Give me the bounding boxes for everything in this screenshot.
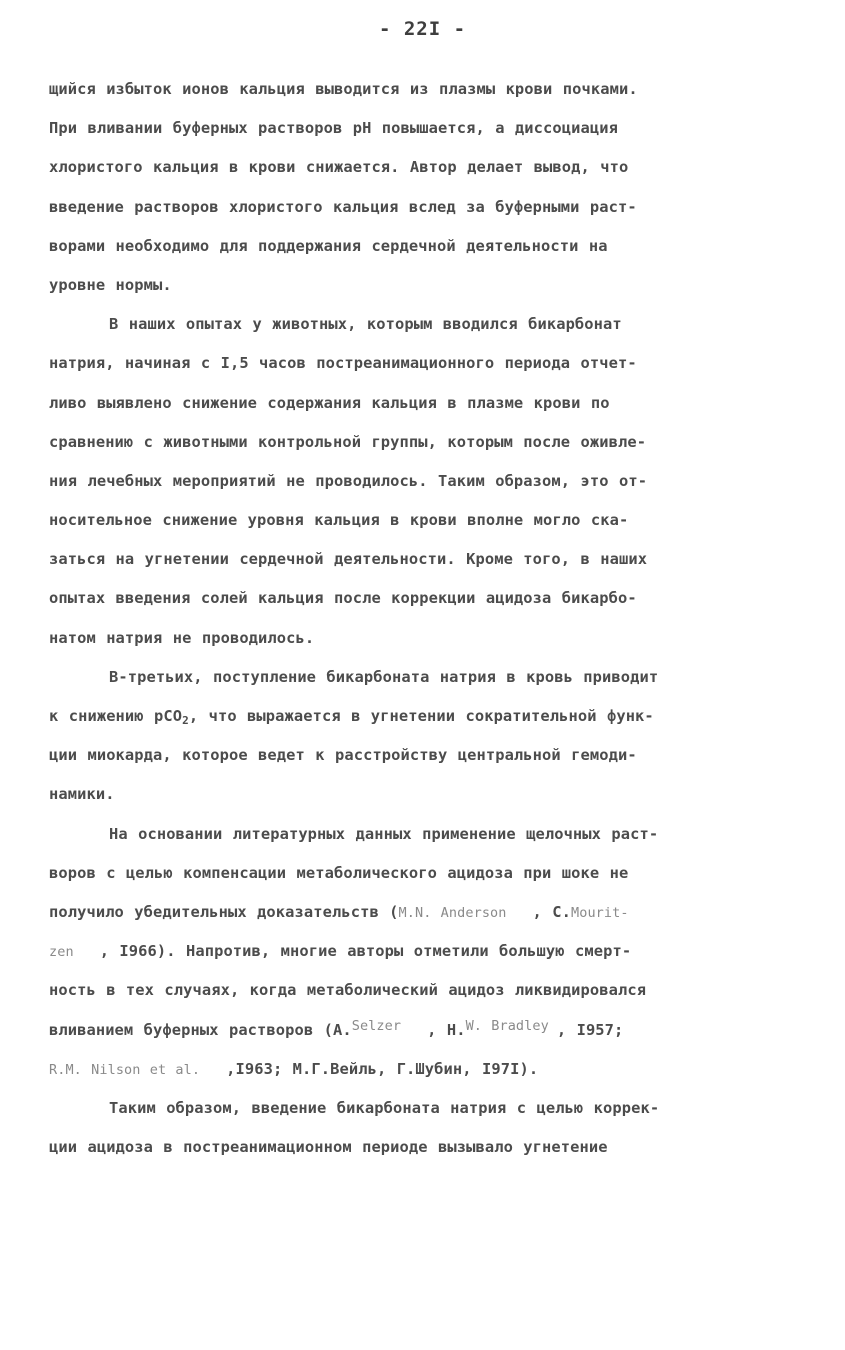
text-line: [49, 1050, 789, 1089]
subscript: 2: [182, 714, 189, 727]
text-line: ливо выявлено снижение содержания кальция в плазме крови по: [49, 393, 610, 412]
author-name: zen: [49, 944, 74, 961]
text-line: сравнению с животными контрольной группы, которым после оживле-: [49, 432, 647, 451]
text-line: При вливании буферных растворов рН повышается, а диссоциация: [49, 119, 618, 138]
text-line: хлористого кальция в крови снижается. Автор делает вывод, что: [49, 158, 629, 177]
text-line: воров с целью компенсации метаболического ацидоза при шоке не: [49, 863, 629, 882]
text-line: натом натрия не проводилось.: [49, 628, 315, 647]
text-line: В-третьих, поступление бикарбоната натрия в кровь приводит: [109, 667, 659, 686]
text-line: [49, 932, 789, 971]
text-line: [49, 893, 789, 932]
text-line: ность в тех случаях, когда метаболический ацидоз ликвидировался: [49, 981, 647, 1000]
author-name: Selzer: [351, 1017, 402, 1034]
text-line: Таким образом, введение бикарбоната натрия с целью коррек-: [109, 1098, 660, 1117]
text-line: В наших опытах у животных, которым вводился бикарбонат: [109, 315, 622, 334]
text-line: натрия, начиная с I,5 часов постреанимационного периода отчет-: [49, 354, 637, 373]
text-fragment: к снижению pCO: [49, 707, 183, 725]
text-fragment: , C.: [532, 902, 571, 921]
text-fragment: , I966). Напротив, многие авторы отметили большую смерт-: [99, 942, 632, 961]
author-name: R.M. Nilson et al.: [49, 1061, 201, 1078]
text-fragment: , H.: [427, 1020, 466, 1039]
text-line: На основании литературных данных применение щелочных раст-: [109, 824, 659, 843]
text-line: носительное снижение уровня кальция в крови вполне могло ска-: [49, 511, 629, 530]
text-fragment: , I957;: [556, 1020, 624, 1039]
text-fragment: вливанием буферных растворов (A.: [49, 1020, 352, 1039]
text-line: ния лечебных мероприятий не проводилось. Таким образом, это от-: [49, 471, 648, 490]
text-fragment: получило убедительных доказательств (: [49, 902, 399, 921]
body-text: [49, 70, 789, 1167]
text-fragment: ,I963; М.Г.Вейль, Г.Шубин, I97I).: [226, 1059, 539, 1078]
author-name: W. Bradley: [465, 1017, 549, 1034]
text-line: щийся избыток ионов кальция выводится из плазмы крови почками.: [49, 80, 638, 98]
text-line: введение растворов хлористого кальция вслед за буферными раст-: [49, 197, 637, 216]
text-line: [49, 1011, 789, 1050]
text-line: уровне нормы.: [49, 275, 172, 294]
author-name: Mourit-: [570, 904, 629, 921]
text-line: намики.: [49, 785, 115, 804]
page-number: - 22I -: [378, 18, 467, 40]
text-line: [49, 697, 789, 736]
text-line: ции ацидоза в постреанимационном периоде вызывало угнетение: [49, 1138, 608, 1157]
text-line: заться на угнетении сердечной деятельности. Кроме того, в наших: [49, 550, 648, 569]
text-fragment: , что выражается в угнетении сократительной функ-: [188, 707, 654, 725]
text-line: опытах введения солей кальция после коррекции ацидоза бикарбо-: [49, 589, 637, 608]
text-line: ворами необходимо для поддержания сердечной деятельности на: [49, 236, 608, 255]
text-line: ции миокарда, которое ведет к расстройству центральной гемоди-: [49, 746, 637, 765]
author-name: M.N. Anderson: [398, 904, 507, 921]
